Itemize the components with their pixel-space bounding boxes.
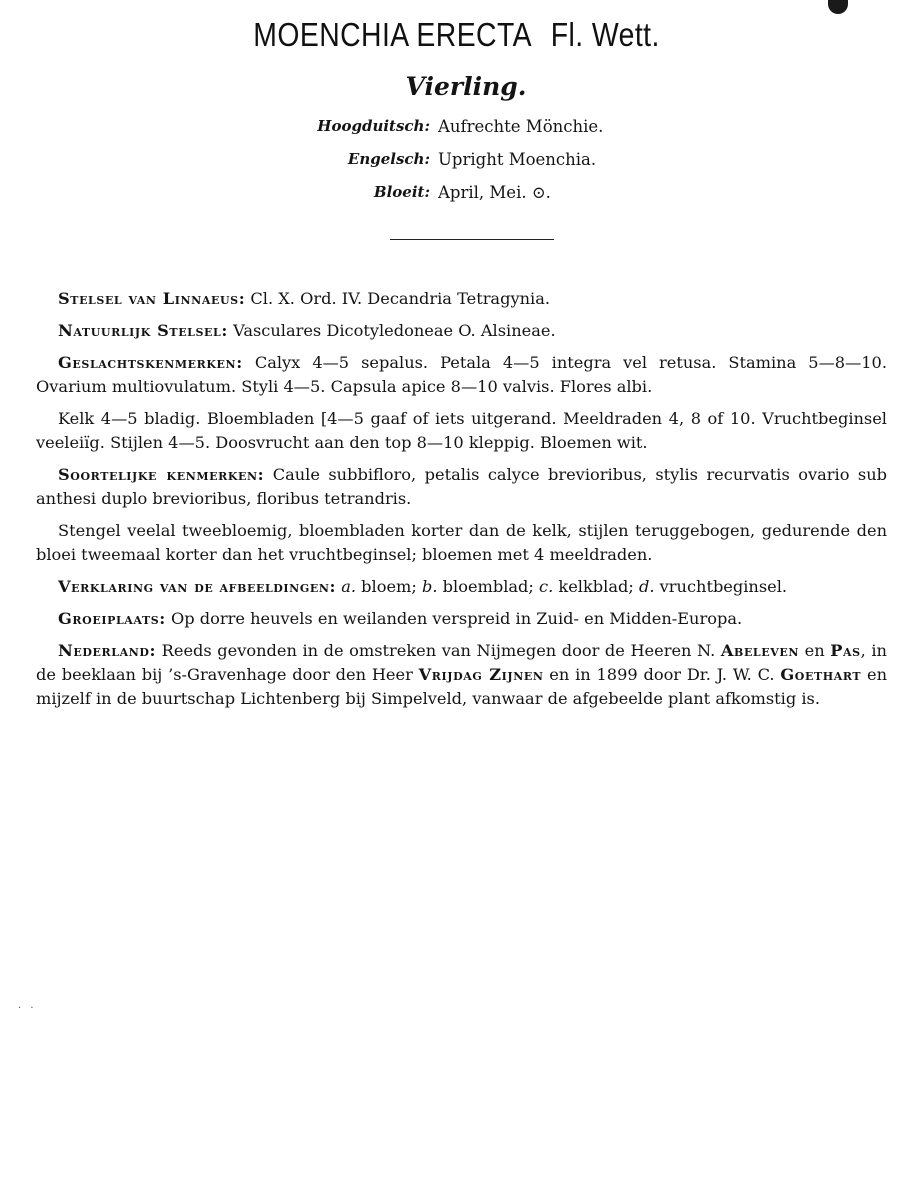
person-name: Goethart [780, 665, 862, 684]
name-row-german [0, 117, 910, 150]
figure-key: b. [421, 577, 438, 596]
name-label: Bloeit: [373, 183, 430, 201]
section-text: Kelk 4—5 bladig. Bloembladen [4—5 gaaf of iets uitgerand. Meeldraden 4, 8 of 10. Vruchtbeginsel veeleiïg. Stijlen 4—5. Doosvrucht aan den top 8—10 kleppig. Bloemen wit. [36, 409, 887, 452]
vernacular-name: Vierling. [405, 72, 527, 101]
section-label: Stelsel van Linnaeus: [58, 289, 246, 308]
figure-text: bloem; [361, 577, 417, 596]
section-netherlands [36, 639, 887, 711]
author-citation: Fl. Wett. [550, 16, 660, 53]
section-text: Op dorre heuvels en weilanden verspreid in Zuid- en Midden-Europa. [171, 609, 743, 628]
name-label: Engelsch: [347, 150, 430, 168]
section-text: en in 1899 door Dr. J. W. C. [549, 665, 775, 684]
name-row-english [0, 150, 910, 183]
section-natural-system [36, 319, 887, 343]
description-body [36, 287, 887, 719]
section-text: Reeds gevonden in de omstreken van Nijmegen door de Heeren N. [161, 641, 716, 660]
section-label: Natuurlijk Stelsel: [58, 321, 228, 340]
ink-smudge [828, 0, 848, 14]
section-species-latin [36, 463, 887, 511]
species-name: MOENCHIA ERECTA [253, 16, 531, 53]
name-value: April, Mei. ⊙. [438, 183, 551, 202]
figure-text: bloemblad; [442, 577, 534, 596]
section-linnaeus [36, 287, 887, 311]
section-genus-latin [36, 351, 887, 399]
name-row-flowering [0, 183, 910, 216]
name-value: Upright Moenchia. [438, 150, 597, 169]
section-text: en [804, 641, 825, 660]
figure-key: d. [638, 577, 655, 596]
section-text: Stengel veelal tweebloemig, bloembladen korter dan de kelk, stijlen teruggebogen, gedurende den bloei tweemaal korter dan het vruchtbeginsel; bloemen met 4 meeldraden. [36, 521, 887, 564]
divider-rule [390, 239, 554, 240]
section-text: Cl. X. Ord. IV. Decandria Tetragynia. [250, 289, 550, 308]
section-label: Groeiplaats: [58, 609, 166, 628]
section-habitat [36, 607, 887, 631]
section-text: en mijzelf in de buurtschap Lichtenberg bij Simpelveld, vanwaar de afgebeelde plant afkomstig is. [36, 665, 888, 708]
page-title [65, 16, 848, 54]
section-species-dutch [36, 519, 887, 567]
section-label: Geslachtskenmerken: [58, 353, 243, 372]
common-names [0, 117, 910, 216]
figure-text: kelkblad; [558, 577, 634, 596]
person-name: Abeleven [720, 641, 800, 660]
section-text: Vasculares Dicotyledoneae O. Alsineae. [233, 321, 556, 340]
section-label: Verklaring van de afbeeldingen: [58, 577, 337, 596]
stray-marks: · · [18, 1003, 37, 1014]
section-text: Calyx 4—5 sepalus. Petala 4—5 integra vel retusa. Stamina 5—8—10. Ovarium multiovulatum. Styli 4—5. Capsula apice 8—10 valvis. Flores albi. [36, 353, 887, 396]
section-text: Caule subbifloro, petalis calyce brevioribus, stylis recurvatis ovario sub anthesi duplo brevioribus, floribus tetrandris. [36, 465, 887, 508]
name-label: Hoogduitsch: [317, 117, 430, 135]
person-name: Vrijdag Zijnen [418, 665, 544, 684]
figure-key: a. [341, 577, 356, 596]
name-value: Aufrechte Mönchie. [438, 117, 604, 136]
person-name: Pas [830, 641, 861, 660]
section-label: Nederland: [58, 641, 157, 660]
section-figures [36, 575, 887, 599]
figure-text: vruchtbeginsel. [659, 577, 788, 596]
figure-key: c. [539, 577, 554, 596]
section-text: , in de beeklaan bij ’s-Gravenhage door den Heer [36, 641, 887, 684]
section-genus-dutch [36, 407, 887, 455]
section-label: Soortelijke kenmerken: [58, 465, 265, 484]
